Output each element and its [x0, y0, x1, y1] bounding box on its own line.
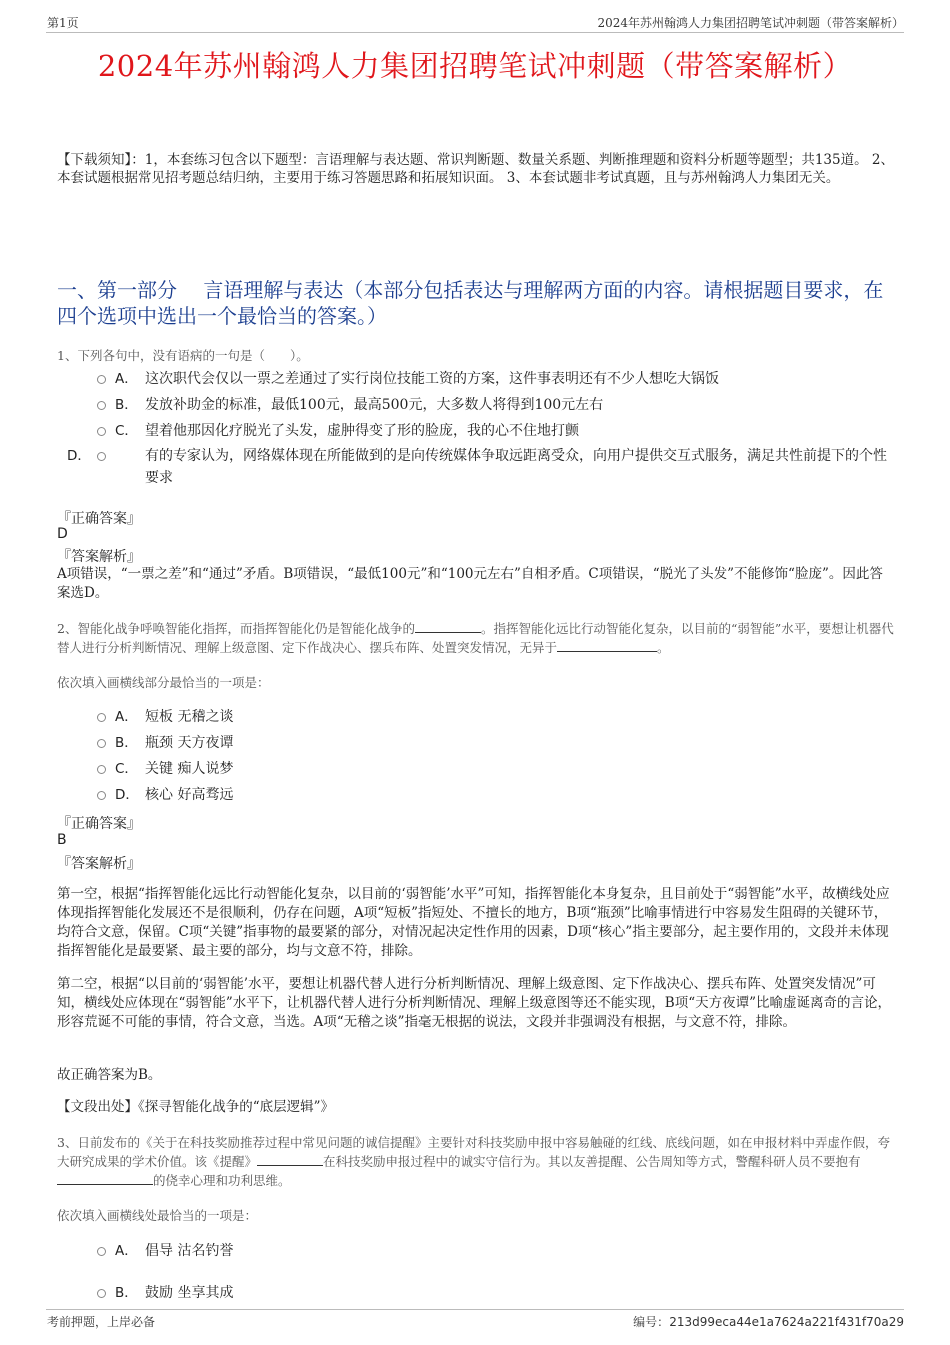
running-title: 2024年苏州翰鸿人力集团招聘笔试冲刺题（带答案解析） [597, 16, 904, 30]
question-2-prompt: 依次填入画横线部分最恰当的一项是： [57, 675, 270, 690]
radio-icon[interactable] [97, 1247, 106, 1256]
analysis-label: 『答案解析』 [57, 856, 141, 872]
answer-value: D [57, 526, 68, 542]
analysis-text: 第一空，根据“指挥智能化远比行动智能化复杂，以目前的‘弱智能’水平”可知，指挥智能化本身复杂，且目前处于“弱智能”水平，故横线处应体现指挥智能化发展还不是很顺利，仍存在问题，A项“短板”指短处、不擅长的地方，B项“瓶颈”比喻事情进行中容易发生阻碍的关键环节，均符合文意，保留。C项“关键”指事物的最要紧的部分，对情况起决定性作用的因素，D项“核心”指主要部分，起主要作用的，文段并未体现指挥智能化是最要紧、最主要的部分，均与文意不符，排除。 [57, 886, 890, 959]
q1-option-d[interactable]: D． 有的专家认为，网络媒体现在所能做到的是向传统媒体争取远距离受众，向用户提供交互式服务，满足共性前提下的个性要求 [67, 448, 887, 486]
fill-blank [57, 1172, 153, 1185]
page-number: 第1页 [47, 16, 79, 30]
header-divider [46, 32, 904, 33]
fill-blank [415, 620, 481, 633]
question-2-text: 2、智能化战争呼唤智能化指挥，而指挥智能化仍是智能化战争的 。指挥智能化远比行动智能化复杂，以目前的“弱智能”水平，要想让机器代替人进行分析判断情况、理解上级意图、定下作战决心、摆兵布阵、处置突发情况，无异于 。 [57, 621, 894, 655]
fill-blank [257, 1153, 323, 1166]
q2-option-a[interactable]: A． 短板 无稽之谈 [97, 706, 887, 728]
radio-icon[interactable] [97, 1289, 106, 1298]
analysis-conclusion: 故正确答案为B。 [57, 1067, 162, 1083]
question-3-text: 3、日前发布的《关于在科技奖励推荐过程中常见问题的诚信提醒》主要针对科技奖励申报中容易触碰的红线、底线问题，如在申报材料中弄虚作假，夸大研究成果的学术价值。该《提醒》 在科技奖励申报过程中的诚实守信行为。其以友善提醒、公告周知等方式，警醒科研人员不要抱有的侥幸心理和功利思维。 [57, 1135, 890, 1188]
q2-option-b[interactable]: B． 瓶颈 天方夜谭 [97, 732, 887, 754]
analysis-text: A项错误，“一票之差”和“通过”矛盾。B项错误，“最低100元”和“100元左右”自相矛盾。C项错误，“脱光了头发”不能修饰“脸庞”。因此答案选D。 [57, 566, 883, 601]
q1-option-b[interactable]: B． 发放补助金的标准，最低100元，最高500元，大多数人将得到100元左右 [97, 394, 887, 416]
fill-blank [557, 639, 657, 652]
passage-source: 【文段出处】《探寻智能化战争的“底层逻辑”》 [57, 1099, 335, 1115]
answer-label: 『正确答案』 [57, 511, 141, 527]
answer-label: 『正确答案』 [57, 816, 141, 832]
radio-icon[interactable] [97, 452, 106, 461]
footer-divider [46, 1309, 904, 1310]
q3-option-b[interactable]: B． 鼓励 坐享其成 [97, 1282, 887, 1304]
download-notice: 【下载须知】：1，本套练习包含以下题型：言语理解与表达题、常识判断题、数量关系题、判断推理题和资料分析题等题型；共135道。 2、本套试题根据常见招考题总结归纳，主要用于练习答题思路和拓展知识面。 3、本套试题非考试真题，且与苏州翰鸿人力集团无关。 [57, 152, 894, 186]
footer-slogan: 考前押题，上岸必备 [47, 1315, 156, 1329]
page-title: 2024年苏州翰鸿人力集团招聘笔试冲刺题（带答案解析） [97, 49, 853, 83]
answer-value: B [57, 832, 67, 848]
analysis-label: 『答案解析』 [57, 549, 141, 565]
q2-option-c[interactable]: C． 关键 痴人说梦 [97, 758, 887, 780]
q1-option-c[interactable]: C． 望着他那因化疗脱光了头发，虚肿得变了形的脸庞，我的心不住地打颤 [97, 420, 887, 442]
radio-icon[interactable] [97, 791, 106, 800]
radio-icon[interactable] [97, 375, 106, 384]
q3-option-a[interactable]: A． 倡导 沽名钓誉 [97, 1240, 887, 1262]
q2-option-d[interactable]: D． 核心 好高骛远 [97, 784, 887, 806]
radio-icon[interactable] [97, 765, 106, 774]
document-code: 编号：213d99eca44e1a7624a221f431f70a29 [633, 1315, 904, 1329]
q1-option-a[interactable]: A． 这次职代会仅以一票之差通过了实行岗位技能工资的方案，这件事表明还有不少人想吃大锅饭 [97, 368, 887, 390]
radio-icon[interactable] [97, 713, 106, 722]
radio-icon[interactable] [97, 401, 106, 410]
analysis-text: 第二空，根据“以目前的‘弱智能’水平，要想让机器代替人进行分析判断情况、理解上级意图、定下作战决心、摆兵布阵、处置突发情况”可知，横线处应体现在“弱智能”水平下，让机器代替人进行分析判断情况、理解上级意图等还不能实现，B项“天方夜谭”比喻虚诞离奇的言论，形容荒诞不可能的事情，符合文意，当选。A项“无稽之谈”指毫无根据的说法，文段并非强调没有根据，与文意不符，排除。 [57, 976, 892, 1030]
question-1-text: 1、下列各句中，没有语病的一句是（ ）。 [57, 348, 309, 363]
section-heading: 一、第一部分 言语理解与表达（本部分包括表达与理解两方面的内容。请根据题目要求，在四个选项中选出一个最恰当的答案。） [57, 278, 884, 328]
radio-icon[interactable] [97, 427, 106, 436]
question-3-prompt: 依次填入画横线处最恰当的一项是： [57, 1208, 258, 1223]
radio-icon[interactable] [97, 739, 106, 748]
